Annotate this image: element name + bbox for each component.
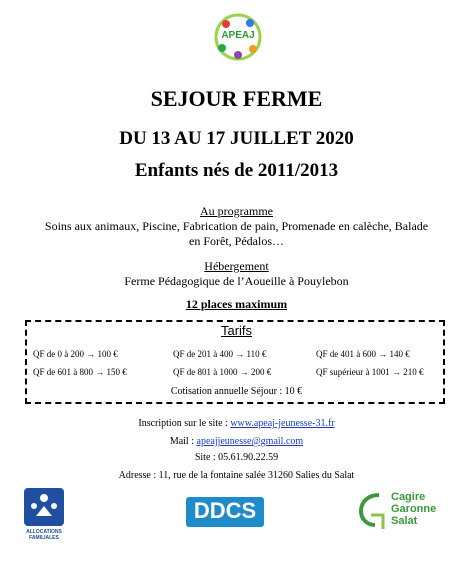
phone-line: Site : 05.61.90.22.59 [194, 452, 279, 463]
apeaj-logo [212, 10, 264, 64]
tarifs-heading: Tarifs [220, 323, 253, 338]
caf-logo-text: ALLOCATIONS FAMILIALES [26, 529, 62, 541]
tarif-qf-0-200: QF de 0 à 200 → 100 € [33, 349, 118, 359]
programme-heading: Au programme [200, 204, 273, 218]
mail-line [0, 436, 473, 447]
cagire-line-2: Garonne [391, 503, 437, 515]
hebergement-text: Ferme Pédagogique de l’Aoueille à Pouylebon [124, 274, 349, 288]
apeaj-logo-text: APEAJ [221, 30, 255, 41]
address-line: Adresse : 11, rue de la fontaine salée 31260 Salies du Salat [118, 470, 355, 481]
places-note: 12 places maximum [185, 297, 288, 311]
cagire-line-3: Salat [391, 515, 418, 527]
programme-line-2: en Forêt, Pédalos… [189, 234, 284, 248]
tarif-qf-201-400: QF de 201 à 400 → 110 € [173, 349, 267, 359]
mail-label: Mail : [169, 436, 197, 447]
dates-heading: DU 13 AU 17 JUILLET 2020 [119, 128, 354, 149]
programme-line-1: Soins aux animaux, Piscine, Fabrication de pain, Promenade en calèche, Balade [44, 219, 429, 233]
hebergement-heading: Hébergement [204, 259, 269, 273]
tarif-qf-601-800: QF de 601 à 800 → 150 € [33, 367, 127, 377]
tarif-qf-1001-plus: QF supérieur à 1001 → 210 € [316, 367, 424, 377]
cagire-garonne-salat-logo [357, 489, 457, 535]
mail-link[interactable]: apeajjeunesse@gmail.com [196, 436, 304, 447]
cotisation-note: Cotisation annuelle Séjour : 10 € [170, 386, 303, 397]
tarif-qf-801-1000: QF de 801 à 1000 → 200 € [173, 367, 272, 377]
ddcs-logo-text: DDCS [193, 498, 257, 523]
site-line [0, 418, 473, 429]
age-heading: Enfants nés de 2011/2013 [134, 160, 339, 181]
page-title: SEJOUR FERME [150, 86, 323, 111]
ddcs-logo [186, 497, 264, 527]
tarif-qf-401-600: QF de 401 à 600 → 140 € [316, 349, 410, 359]
caf-logo [18, 486, 70, 540]
site-label: Inscription sur le site : [138, 418, 231, 429]
cagire-line-1: Cagire [391, 491, 426, 503]
site-link[interactable]: www.apeaj-jeunesse-31.fr [230, 418, 335, 429]
